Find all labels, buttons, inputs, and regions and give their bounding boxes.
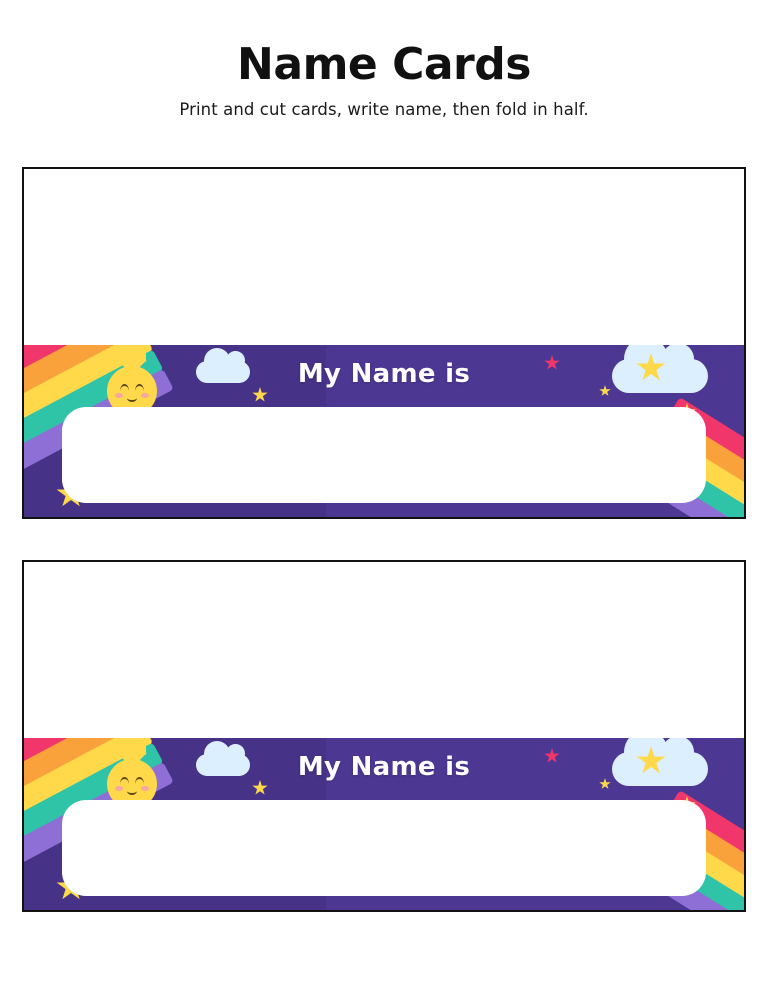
- name-card: [22, 167, 746, 519]
- name-card: [22, 560, 746, 912]
- card-heading: My Name is: [297, 359, 471, 389]
- card-fold-blank-half: [24, 169, 744, 347]
- card-decorated-half: [24, 738, 744, 910]
- star-icon: [252, 387, 268, 403]
- star-icon: [252, 780, 268, 796]
- card-decorated-half: [24, 345, 744, 517]
- name-write-area[interactable]: [62, 407, 706, 503]
- card-heading: My Name is: [297, 752, 471, 782]
- name-write-area[interactable]: [62, 800, 706, 896]
- page-title: Name Cards: [237, 39, 531, 90]
- card-fold-blank-half: [24, 562, 744, 740]
- page-subtitle: Print and cut cards, write name, then fold in half.: [179, 100, 589, 120]
